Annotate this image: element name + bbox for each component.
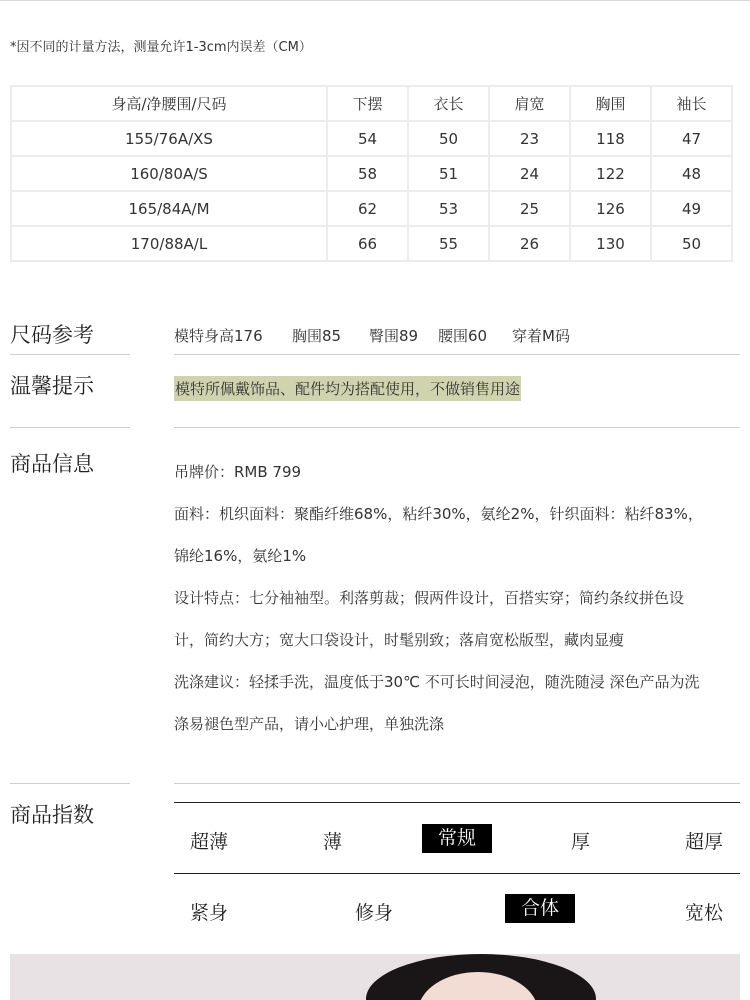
thickness-option: 薄: [323, 831, 343, 853]
wash-line-cont: 涤易褪色型产品，请小心护理，单独洗涤: [174, 715, 445, 733]
table-cell: 50: [651, 226, 732, 261]
tips-text: 模特所佩戴饰品、配件均为搭配使用，不做销售用途: [174, 376, 521, 401]
thickness-option-selected: 常规: [422, 824, 492, 853]
product-info-title: 商品信息: [10, 452, 94, 476]
fit-option-selected: 合体: [505, 894, 575, 923]
table-cell: 49: [651, 191, 732, 226]
size-ref-title: 尺码参考: [10, 323, 94, 347]
section-divider: [10, 354, 130, 355]
index-divider: [174, 873, 740, 874]
table-cell: 165/84A/M: [11, 191, 327, 226]
table-row: [11, 121, 732, 156]
model-hip: 臀围89: [369, 327, 419, 345]
table-cell: 155/76A/XS: [11, 121, 327, 156]
top-divider: [0, 0, 750, 1]
table-row: [11, 191, 732, 226]
fabric-line-cont: 锦纶16%，氨纶1%: [174, 547, 307, 565]
design-line-cont: 计，简约大方；宽大口袋设计，时髦别致；落肩宽松版型，藏肉显瘦: [174, 631, 625, 649]
model-size-worn: 穿着M码: [512, 327, 570, 345]
fabric-line: 面料：机织面料：聚酯纤维68%，粘纤30%，氨纶2%，针织面料：粘纤83%，: [174, 505, 703, 523]
column-header: 袖长: [651, 86, 732, 121]
section-divider: [10, 783, 130, 784]
column-header: 胸围: [570, 86, 651, 121]
column-header: 身高/净腰围/尺码: [11, 86, 327, 121]
table-cell: 130: [570, 226, 651, 261]
table-cell: 51: [408, 156, 489, 191]
column-header: 肩宽: [489, 86, 570, 121]
fit-option: 宽松: [685, 902, 724, 924]
table-cell: 126: [570, 191, 651, 226]
column-header: 下摆: [327, 86, 408, 121]
table-cell: 25: [489, 191, 570, 226]
price-tag-line: 吊牌价：RMB 799: [174, 463, 302, 481]
fit-option: 紧身: [190, 902, 229, 924]
section-divider: [10, 427, 130, 428]
column-header: 衣长: [408, 86, 489, 121]
table-row: [11, 226, 732, 261]
table-cell: 26: [489, 226, 570, 261]
table-cell: 48: [651, 156, 732, 191]
model-bust: 胸围85: [292, 327, 342, 345]
product-index-title: 商品指数: [10, 803, 94, 827]
thickness-option: 厚: [571, 831, 591, 853]
table-cell: 47: [651, 121, 732, 156]
table-cell: 53: [408, 191, 489, 226]
table-cell: 50: [408, 121, 489, 156]
table-cell: 55: [408, 226, 489, 261]
table-cell: 160/80A/S: [11, 156, 327, 191]
wash-line: 洗涤建议：轻揉手洗，温度低于30℃ 不可长时间浸泡，随洗随浸 深色产品为洗: [174, 673, 700, 691]
thickness-option: 超薄: [190, 831, 229, 853]
table-cell: 58: [327, 156, 408, 191]
table-cell: 118: [570, 121, 651, 156]
size-table: [10, 85, 733, 262]
model-photo: [10, 954, 740, 1000]
table-row: [11, 156, 732, 191]
table-header-row: [11, 86, 732, 121]
table-cell: 24: [489, 156, 570, 191]
fit-option: 修身: [355, 902, 394, 924]
tips-title: 温馨提示: [10, 374, 94, 398]
section-divider: [174, 354, 740, 355]
index-divider: [174, 802, 740, 803]
table-cell: 62: [327, 191, 408, 226]
section-divider: [174, 783, 740, 784]
measurement-note: *因不同的计量方法，测量允许1-3cm内误差（CM）: [10, 40, 312, 55]
section-divider: [174, 427, 740, 428]
model-waist: 腰围60: [438, 327, 488, 345]
thickness-option: 超厚: [685, 831, 724, 853]
table-cell: 54: [327, 121, 408, 156]
table-cell: 66: [327, 226, 408, 261]
design-line: 设计特点：七分袖袖型。利落剪裁；假两件设计，百搭实穿；简约条纹拼色设: [174, 589, 685, 607]
table-cell: 122: [570, 156, 651, 191]
table-cell: 170/88A/L: [11, 226, 327, 261]
model-height: 模特身高176: [174, 327, 263, 345]
table-cell: 23: [489, 121, 570, 156]
